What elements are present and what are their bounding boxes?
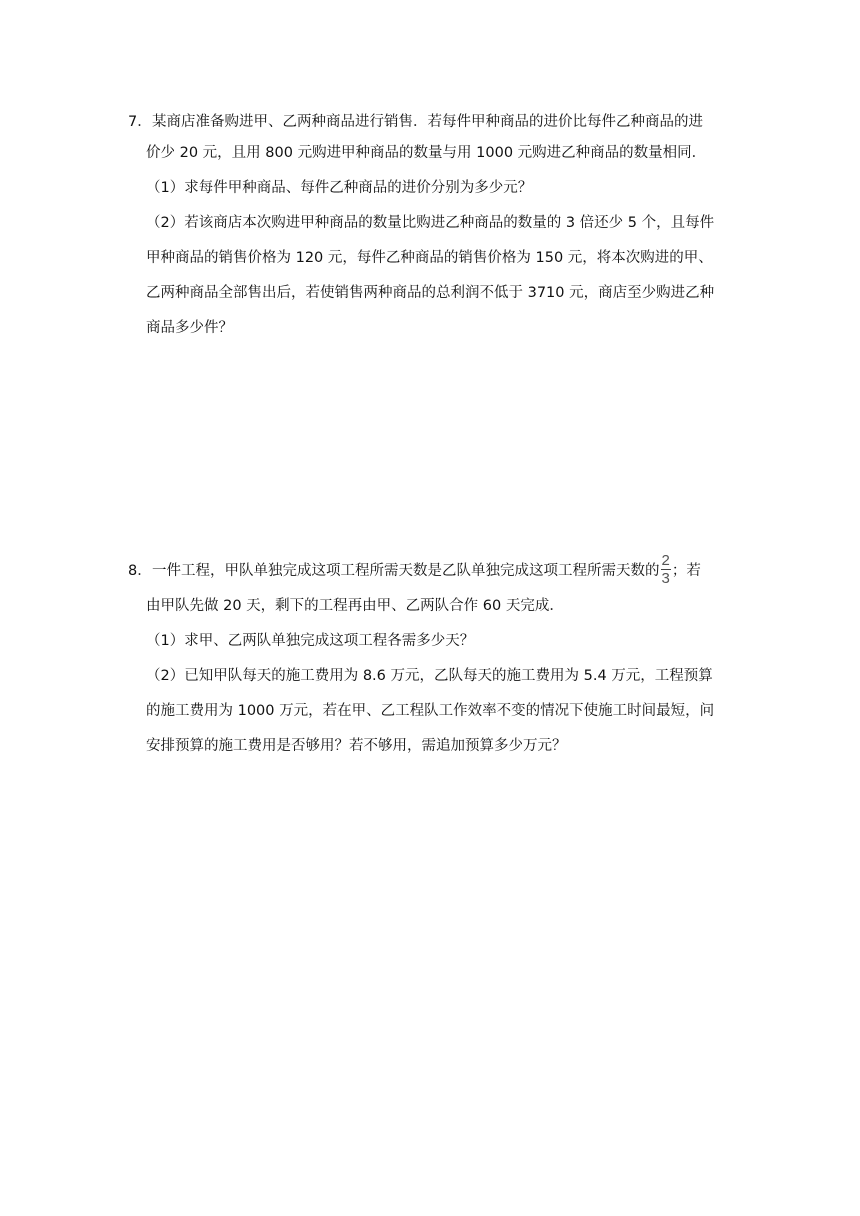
fraction-denominator: 3	[661, 569, 670, 587]
problem-text-tail: ；若	[671, 563, 701, 579]
problem-number: 8．	[128, 563, 152, 579]
problem-8-line-2: 由甲队先做 20 天，剩下的工程再由甲、乙两队合作 60 天完成．	[146, 598, 564, 614]
sub-question-1: （1）求每件甲种商品、每件乙种商品的进价分别为多少元？	[146, 180, 533, 196]
problem-7-line-2: 价少 20 元，且用 800 元购进甲种商品的数量与用 1000 元购进乙种商品的数量相同．	[146, 145, 707, 161]
fraction-two-thirds	[661, 553, 671, 586]
problem-text: 一件工程，甲队单独完成这项工程所需天数是乙队单独完成这项工程所需天数的	[152, 563, 660, 579]
sub-question-2-line-3: 乙两种商品全部售出后，若使销售两种商品的总利润不低于 3710 元，商店至少购进乙种	[146, 285, 715, 301]
sub-question-1: （1）求甲、乙两队单独完成这项工程各需多少天？	[146, 633, 475, 649]
problem-text: 某商店准备购进甲、乙两种商品进行销售．若每件甲种商品的进价比每件乙种商品的进	[152, 114, 703, 130]
sub-question-2-line-3: 安排预算的施工费用是否够用？若不够用，需追加预算多少万元？	[146, 738, 567, 754]
sub-question-2-line-1: （2）已知甲队每天的施工费用为 8.6 万元，乙队每天的施工费用为 5.4 万元，工程预算	[146, 668, 713, 684]
fraction-numerator: 2	[661, 551, 670, 569]
sub-question-2-line-1: （2）若该商店本次购进甲种商品的数量比购进乙种商品的数量的 3 倍还少 5 个，且每件	[146, 215, 715, 231]
sub-question-2-line-2: 甲种商品的销售价格为 120 元，每件乙种商品的销售价格为 150 元，将本次购进的甲、	[146, 250, 713, 266]
problem-number: 7．	[128, 114, 152, 130]
sub-question-2-line-4: 商品多少件？	[146, 320, 233, 336]
problem-8-line-1	[128, 553, 738, 589]
problem-7	[128, 108, 738, 346]
sub-question-2-line-2: 的施工费用为 1000 万元，若在甲、乙工程队工作效率不变的情况下使施工时间最短，问	[146, 703, 715, 719]
problem-8	[128, 553, 738, 764]
problem-7-line-1	[128, 108, 738, 136]
